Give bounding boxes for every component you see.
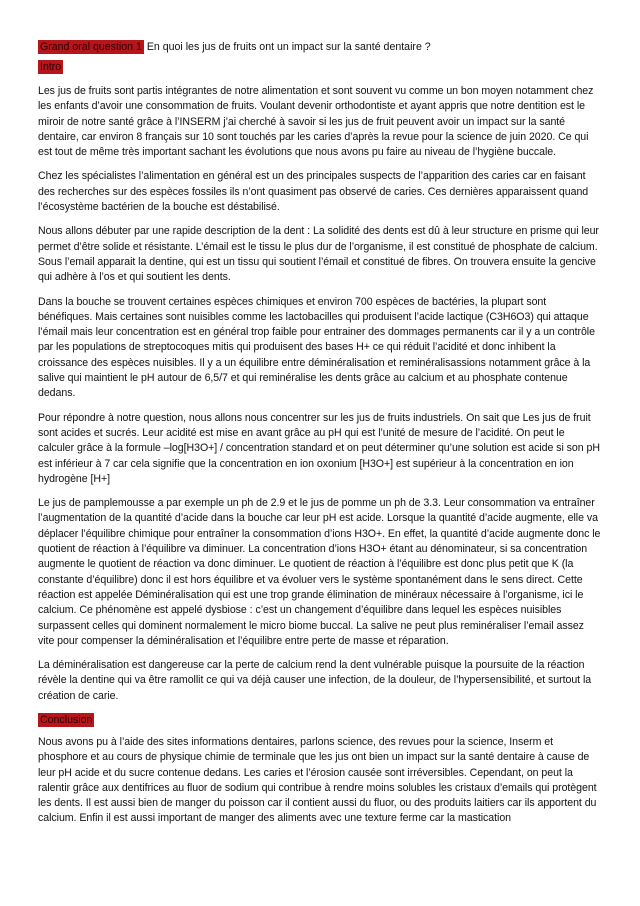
problematic-question: En quoi les jus de fruits ont un impact sur la santé dentaire ?: [143, 41, 431, 53]
intro-paragraph: La déminéralisation est dangereuse car la perte de calcium rend la dent vulnérable puisque la poursuite de la réaction révèle la dentine qui va être ramollit ce qui va déjà causer une infection, de la douleur, de l’hypersensibilité, et surtout la création de carie.: [38, 659, 592, 702]
intro-paragraph: Les jus de fruits sont partis intégrantes de notre alimentation et sont souvent vu comme un bon moyen notamment chez les enfants d’avoir une consommation de fruits. Voulant devenir orthodontiste et ayant appris que notre dentition est le miroir de notre santé grâce à l’INSERM j’ai cherché à savoir si les jus de fruit peuvent avoir un impact sur la santé dentaire, car environ 8 français sur 10 sont touchés par les caries d’après la revue pour la science de juin 2020. Ce qui est tout de même très important sachant les évolutions que nous avons pu faire au niveau de l’hygiène buccale.: [38, 85, 594, 159]
intro-paragraph: Le jus de pamplemousse a par exemple un ph de 2.9 et le jus de pomme un ph de 3.3. Leur consommation va entraîner l’augmentation de la quantité d’acide dans la bouche car leur pH est acide. Lorsque la quantité d’acide augmente, elle va déplacer l’équilibre chimique pour entraîner la consommation d’ions H3O+. En effet, la quantité d’acide augmente donc le quotient de réaction à l’équilibre va diminuer. La concentration d’ions H3O+ étant au dénominateur, si sa concentration augmente le quotient de réaction va donc diminuer. Le quotient de réaction à l’équilibre est donc plus petit que K (la constante d’équilibre) donc il est hors équilibre et va évoluer vers le système spontanément dans le sens direct. Cette réaction est appelée Déminéralisation qui est une trop grande élimination de minéraux nécessaire à l’organisme, ici le calcium. Ce phénomène est appelé dysbiose : c’est un changement d’équilibre dans lequel les espèces nuisibles surpassent celles qui dominent normalement le micro biome buccal. La salive ne peut plus reminéraliser l’email assez vite pour compenser la déminéralisation et l’équilibre entre perte de masse et réparation.: [38, 497, 601, 647]
intro-paragraph: Nous allons débuter par une rapide description de la dent : La solidité des dents est dû à leur structure en prisme qui leur permet d’être solide et résistante. L’émail est le tissu le plus dur de l’organisme, il est constitué de phosphate de calcium. Sous l’email apparait la dentine, qui est un tissu qui soutient l’émail et constitué de fibres. On trouvera ensuite la gencive qui adhère à l’os et qui soutient les dents.: [38, 225, 599, 284]
intro-paragraph: Pour répondre à notre question, nous allons nous concentrer sur les jus de fruits industriels. On sait que Les jus de fruit sont acides et sucrés. Leur acidité est mise en avant grâce au pH qui est l’unité de mesure de l’acidité. On peut le calculer grâce à la formule –log[H3O+] / concentration standard et on peut déterminer qu’une solution est acide si son pH est inférieur à 7 car cela signifie que la concentration en ion oxonium [H3O+] est supérieur à la concentration en ion hydrogène [H+]: [38, 411, 600, 485]
problematic-label: Grand oral question 1: [40, 41, 142, 53]
conclusion-paragraph: Nous avons pu à l’aide des sites informations dentaires, parlons science, des revues pour la science, Inserm et phosphore et au cours de physique chimie de terminale que les jus ont bien un impact sur la santé dentaire à cause de leur pH acide et du sucre contenue dedans. Les caries et l’érosion causée sont irréversibles. Cependant, on peut la ralentir grâce aux dentifrices au fluor de sodium qui contribue à rendre moins solubles les cristaux d’emails qui protègent les dents. Il est aussi bien de manger du poisson car il contient aussi du fluor, ou des produits laitiers car ils apportent du calcium. Enfin il est aussi important de manger des aliments avec une texture ferme car la mastication: [38, 735, 597, 825]
intro-paragraph: Chez les spécialistes l’alimentation en général est un des principales suspects de l’apparition des caries car en faisant des recherches sur des espèces fossiles ils n’ont quasiment pas observé de caries. Ces dernières apparaissent quand l’écosystème bactérien de la bouche est déstabilisé.: [38, 170, 589, 214]
intro-heading-line: [38, 60, 602, 74]
conclusion-heading-line: [38, 713, 602, 727]
problematic-line: [38, 40, 602, 54]
conclusion-heading: Conclusion: [40, 713, 93, 726]
intro-paragraph: Dans la bouche se trouvent certaines espèces chimiques et environ 700 espèces de bactéries, la plupart sont bénéfiques. Mais certaines sont nuisibles comme les lactobacilles qui produisent l’acide lactique (C3H6O3) qui attaque l’émail mais leur concentration est en général trop faible pour entrainer des dommages permanents car il y a un contrôle par les populations de streptocoques mitis qui produisent des bases H+ ce qui réduit l’acidité et donc inhibent la croissance des espèces nuisibles. Il y a un équilibre entre déminéralisation et reminéralisassions notamment grâce à la salive qui maintient le pH autour de 6,5/7 et qui reminéralise les dents grâce au calcium et au phosphate contenue dedans.: [38, 295, 595, 400]
intro-heading: Intro: [40, 61, 62, 73]
